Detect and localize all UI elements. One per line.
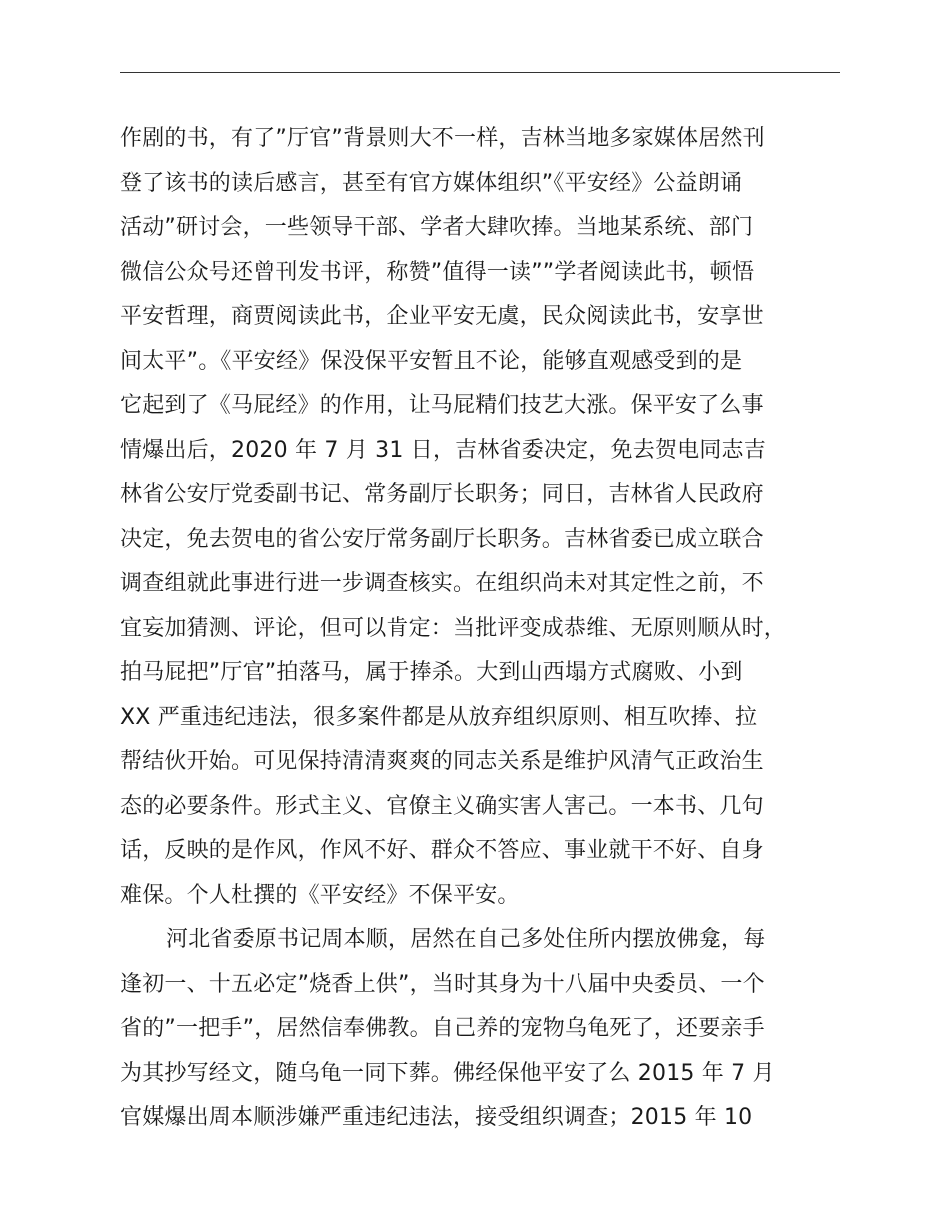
text-line: 登了该书的读后感言，甚至有官方媒体组织”《平安经》公益朗诵: [120, 170, 743, 196]
text-line: 调查组就此事进行进一步调查核实。在组织尚未对其定性之前，不: [120, 571, 764, 596]
text-line: 林省公安厅党委副书记、常务副厅长职务；同日，吉林省人民政府: [120, 482, 764, 507]
text-line: 微信公众号还曾刊发书评，称赞”值得一读””学者阅读此书，顿悟: [120, 259, 755, 285]
text-line: 省的”一把手”，居然信奉佛教。自己养的宠物乌龟死了，还要亲手: [120, 1016, 765, 1041]
text-line: 它起到了《马屁经》的作用，让马屁精们技艺大涨。保平安了么事: [120, 393, 764, 418]
text-line: 难保。个人杜撰的《平安经》不保平安。: [120, 882, 520, 908]
text-line: 活动”研讨会，一些领导干部、学者大肆吹捧。当地某系统、部门: [120, 215, 754, 240]
text-line: 逢初一、十五必定”烧香上供”，当时其身为十八届中央委员、一个: [120, 971, 765, 997]
text-line: 情爆出后，2020 年 7 月 31 日，吉林省委决定，免去贺电同志吉: [120, 437, 766, 463]
text-line: 话，反映的是作风，作风不好、群众不答应、事业就干不好、自身: [120, 838, 764, 863]
text-line: 官媒爆出周本顺涉嫌严重违纪违法，接受组织调查；2015 年 10: [120, 1105, 753, 1130]
body-text: [120, 117, 860, 1141]
paragraph-start-line: 河北省委原书记周本顺，居然在自己多处住所内摆放佛龛，每: [166, 927, 766, 952]
text-line: 态的必要条件。形式主义、官僚主义确实害人害己。一本书、几句: [120, 793, 764, 819]
text-line: 帮结伙开始。可见保持清清爽爽的同志关系是维护风清气正政治生: [120, 749, 764, 774]
text-line: 为其抄写经文，随乌龟一同下葬。佛经保他平安了么 2015 年 7 月: [120, 1060, 775, 1086]
text-line: 作剧的书，有了”厅官”背景则大不一样，吉林当地多家媒体居然刊: [120, 126, 765, 151]
text-line: 平安哲理，商贾阅读此书，企业平安无虞，民众阅读此书，安享世: [120, 304, 764, 329]
header-rule: [120, 72, 840, 73]
text-line: 宜妄加猜测、评论，但可以肯定：当批评变成恭维、无原则顺从时，: [120, 615, 787, 641]
text-line: 间太平”。《平安经》保没保平安暂且不论，能够直观感受到的是: [120, 348, 743, 374]
text-line: 拍马屁把”厅官”拍落马，属于捧杀。大到山西塌方式腐败、小到: [120, 660, 743, 685]
text-line: XX 严重违纪违法，很多案件都是从放弃组织原则、相互吹捧、拉: [120, 704, 758, 730]
text-line: 决定，免去贺电的省公安厅常务副厅长职务。吉林省委已成立联合: [120, 526, 764, 552]
